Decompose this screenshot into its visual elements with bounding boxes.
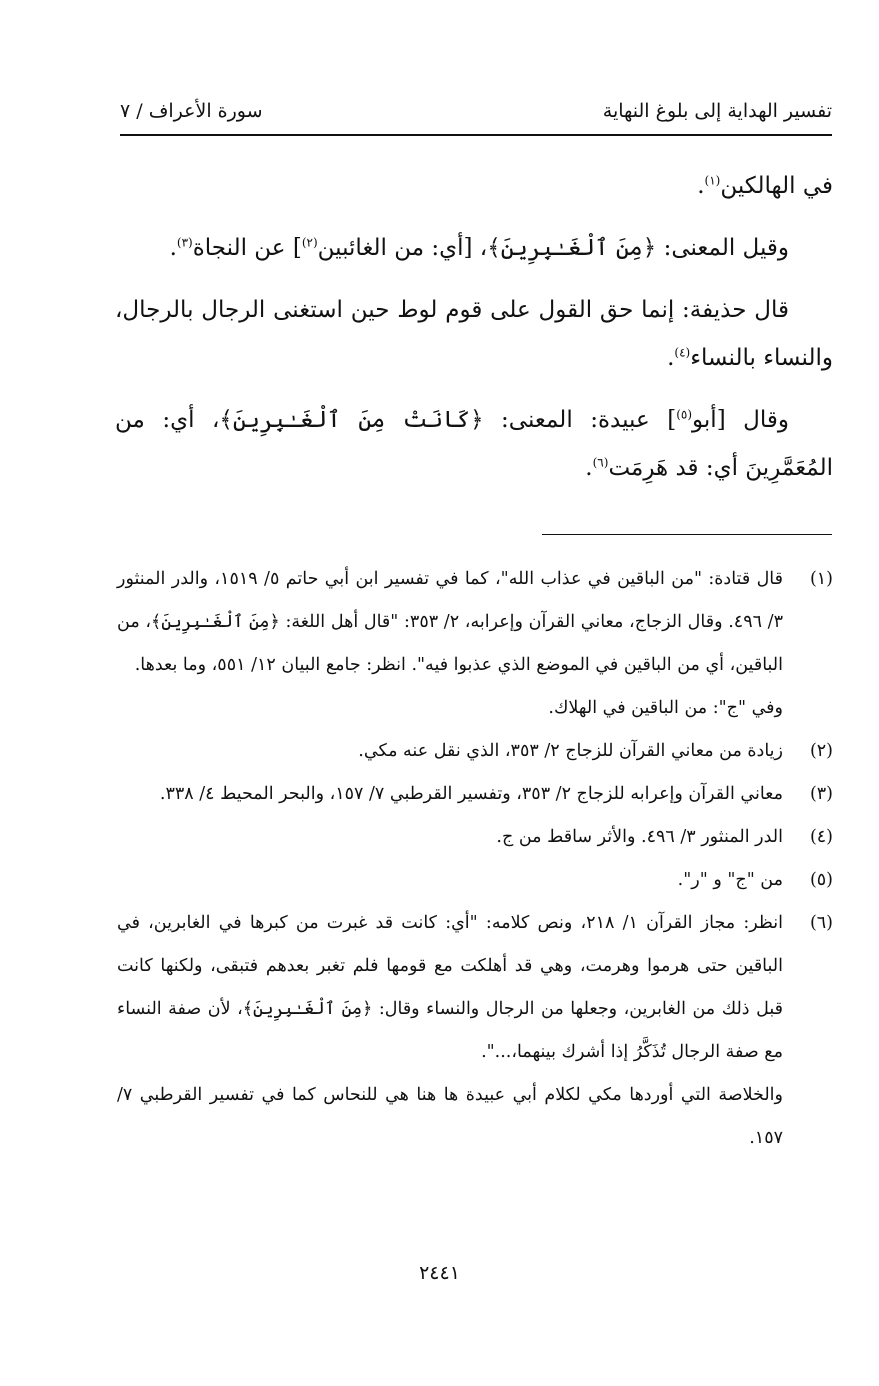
paragraph-1-text: في الهالكين [720, 173, 833, 199]
footnote-6-continuation: والخلاصة التي أوردها مكي لكلام أبي عبيدة ها هنا هي للنحاس كما في تفسير القرطبي ٧/ ١٥٧. [117, 1085, 783, 1148]
quran-quote: ﴿كَانَتْ مِنَ ٱلْغَـٰبِرِينَ﴾ [219, 407, 484, 433]
quran-quote: ﴿مِنَ ٱلْغَـٰبِرِينَ﴾ [487, 235, 657, 261]
footnote-2 [117, 730, 833, 773]
footnote-text: معاني القرآن وإعرابه للزجاج ٢/ ٣٥٣، وتفسير القرطبي ٧/ ١٥٧، والبحر المحيط ٤/ ٣٣٨. [159, 784, 783, 804]
paragraph-4-text-a: وقال [أبو [692, 407, 789, 433]
paragraph-4-text-c: ، أي: من المُعَمَّرِينَ أي: قد هَرِمَت [115, 407, 833, 481]
header-divider [120, 134, 832, 136]
quran-quote: ﴿مِنَ ٱلْغَـٰبِرِينَ﴾ [151, 612, 280, 632]
footnote-text: من "ج" و "ر". [677, 870, 783, 890]
footnote-divider [542, 534, 832, 535]
footnote-number: (٣) [809, 784, 833, 804]
paragraph-2-end: . [169, 235, 177, 261]
paragraph-2-text-b: ، [أي: من الغائبين [317, 235, 488, 261]
paragraph-1 [115, 162, 833, 210]
main-text [115, 162, 833, 506]
footnote-ref-5: (٥) [676, 407, 693, 422]
footnote-1 [117, 558, 833, 687]
footnote-3 [117, 773, 833, 816]
paragraph-2-text-c: ] عن النجاة [192, 235, 302, 261]
footnote-text [117, 558, 783, 687]
page-number: ٢٤٤١ [419, 1262, 460, 1284]
footnote-text: الدر المنثور ٣/ ٤٩٦. والأثر ساقط من ج. [496, 827, 783, 847]
footnote-text [117, 902, 783, 1074]
paragraph-3-end: . [667, 345, 675, 371]
surah-label: سورة الأعراف / ٧ [120, 100, 263, 122]
footnote-number: (٦) [809, 913, 833, 933]
paragraph-3 [115, 286, 833, 382]
footnotes [117, 558, 833, 1160]
paragraph-3-text: قال حذيفة: إنما حق القول على قوم لوط حين استغنى الرجال بالرجال، والنساء بالنساء [115, 297, 833, 371]
footnote-6 [117, 902, 833, 1074]
paragraph-4-end: . [585, 455, 593, 481]
footnote-ref-2: (٢) [301, 235, 318, 250]
footnote-ref-1: (١) [704, 173, 721, 188]
footnote-number: (١) [809, 569, 833, 589]
book-title: تفسير الهداية إلى بلوغ النهاية [602, 100, 832, 122]
quran-quote: ﴿مِنَ ٱلْغَـٰبِرِينَ﴾ [242, 999, 373, 1019]
footnote-1-continuation: وفي "ج": من الباقين في الهلاك. [548, 698, 783, 718]
running-header [120, 92, 832, 132]
paragraph-1-end: . [697, 173, 705, 199]
footnote-number: (٤) [809, 827, 833, 847]
footnote-4 [117, 816, 833, 859]
footnote-number: (٥) [809, 870, 833, 890]
paragraph-2-text-a: وقيل المعنى: [656, 235, 789, 261]
footnote-ref-6: (٦) [592, 455, 609, 470]
paragraph-4 [115, 396, 833, 492]
footnote-1-text-a: قال قتادة: "من الباقين في عذاب الله"، كما في تفسير ابن أبي حاتم ٥/ ١٥١٩، والدر المنثور ٣/ ٤٩٦. وقال الزجاج، معاني القرآن وإعرابه، ٢/ ٣٥٣: "قال أهل اللغة: [117, 569, 783, 632]
footnote-number: (٢) [809, 741, 833, 761]
footnote-5 [117, 859, 833, 902]
paragraph-4-text-b: ] عبيدة: المعنى: [483, 407, 677, 433]
footnote-1-text-b: ، من الباقين، أي من الباقين في الموضع الذي عذبوا فيه". انظر: جامع البيان ١٢/ ٥٥١، وما بعدها. [117, 612, 783, 675]
footnote-ref-3: (٣) [176, 235, 193, 250]
paragraph-2 [115, 224, 833, 272]
footnote-text: زيادة من معاني القرآن للزجاج ٢/ ٣٥٣، الذي نقل عنه مكي. [358, 741, 783, 761]
footnote-ref-4: (٤) [674, 345, 691, 360]
footnote-6-text-b: ، لأن صفة النساء مع صفة الرجال تُذَكَّرُ إذا أشرك بينهما،...". [117, 999, 783, 1062]
footnote-6-text-a: انظر: مجاز القرآن ١/ ٢١٨، ونص كلامه: "أي: كانت قد غبرت من كبرها في الغابرين، في الباقين حتى هرموا وهرمت، وهي قد أهلكت مع قومها فلم تغبر بعدهم فتبقى، ولكنها كانت قبل ذلك من الغابرين، وجعلها من الرجال والنساء وقال: [117, 913, 784, 1019]
